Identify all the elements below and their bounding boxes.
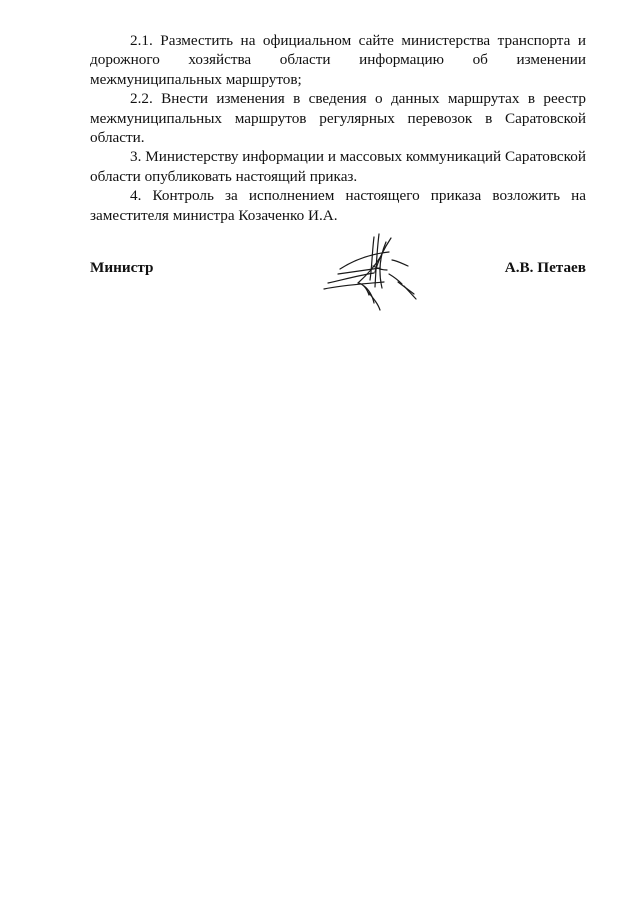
signature-block [90, 226, 586, 316]
paragraph-2-1: 2.1. Разместить на официальном сайте министерства транспорта и дорожного хозяйства области информацию об изменении межмуниципальных маршрутов; [90, 32, 586, 88]
signatory-name: А.В. Петаев [504, 259, 586, 276]
handwritten-signature [314, 226, 424, 312]
paragraph-3: 3. Министерству информации и массовых коммуникаций Саратовской области опубликовать настоящий приказ. [90, 148, 586, 185]
paragraph-2-2: 2.2. Внести изменения в сведения о данных маршрутах в реестр межмуниципальных маршрутов регулярных перевозок в Саратовской области. [90, 90, 586, 147]
order-text [90, 31, 586, 225]
paragraph-4: 4. Контроль за исполнением настоящего приказа возложить на заместителя министра Козаченко И.А. [90, 187, 586, 224]
signatory-title: Министр [90, 259, 154, 276]
